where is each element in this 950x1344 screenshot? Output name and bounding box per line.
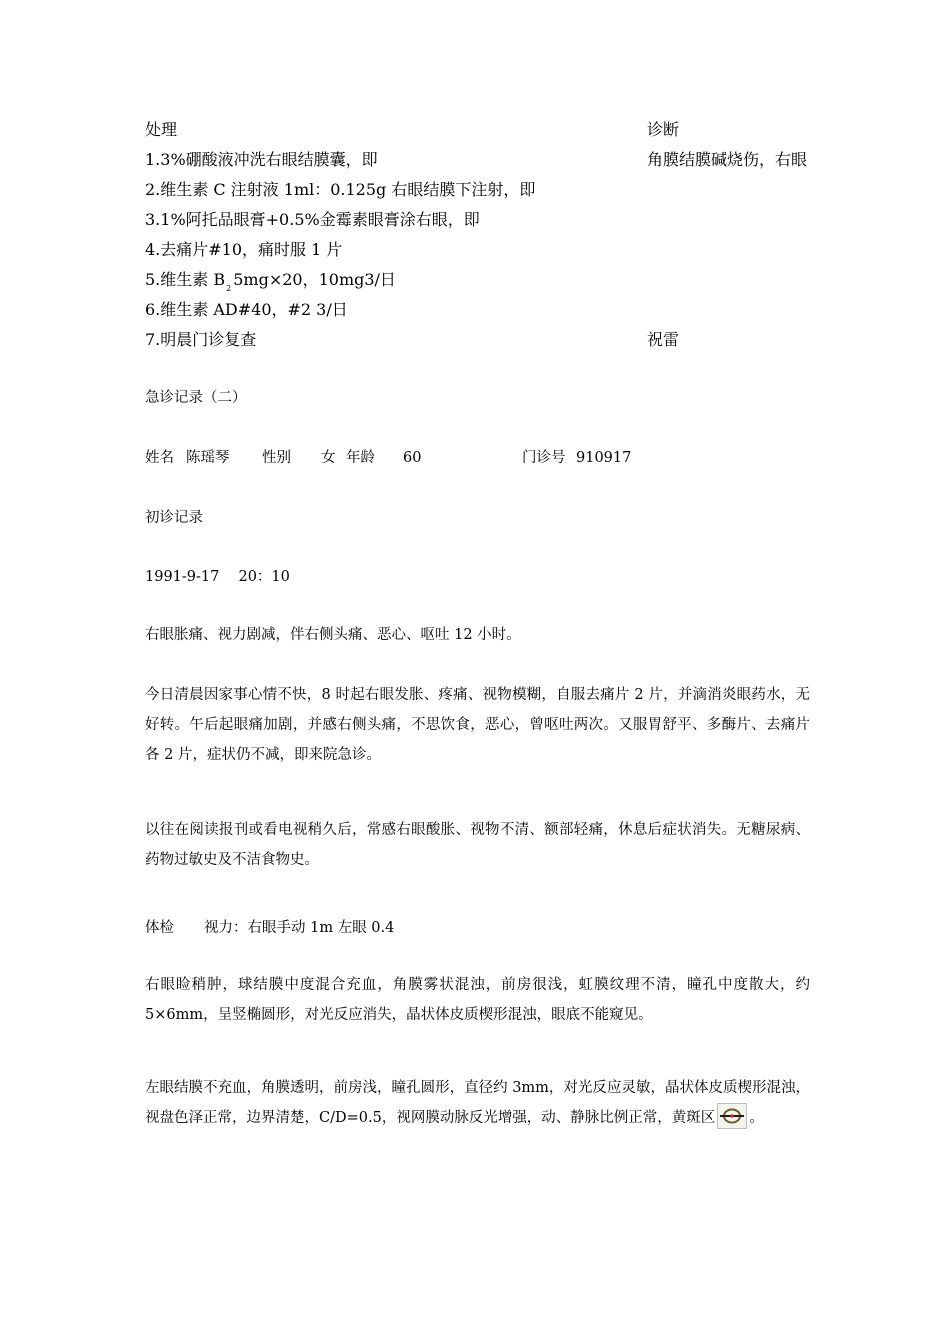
- exam-label: 体检: [145, 920, 174, 936]
- visit-datetime: 1991-9-17 20：10: [145, 569, 290, 585]
- patient-sex: 女: [321, 450, 336, 466]
- doctor-name: 祝雷: [647, 330, 680, 349]
- subscript: 2: [226, 284, 232, 293]
- patient-name: 陈瑶琴: [186, 450, 230, 466]
- treatment-item-5-main: 5.维生素 B: [145, 270, 226, 289]
- treatment-item-5-rest: 5mg×20，10mg3/日: [233, 270, 396, 289]
- exam-left-eye-text: 左眼结膜不充血，角膜透明，前房浅，瞳孔圆形，直径约 3mm，对光反应灵敏，晶状体皮质楔形混浊，视盘色泽正常，边界清楚，C/D=0.5，视网膜动脉反光增强，动、静脉比例正常，黄斑区: [145, 1080, 810, 1126]
- patient-age-label: 年龄: [346, 450, 375, 466]
- fundus-image-icon: [717, 1103, 747, 1129]
- diagnosis-text: 角膜结膜碱烧伤，右眼: [647, 150, 808, 169]
- patient-age: 60: [403, 450, 422, 466]
- treatment-item-7: 7.明晨门诊复查: [145, 330, 257, 349]
- record-title: 急诊记录（二）: [145, 390, 247, 406]
- history-present-illness: 今日清晨因家事心情不快，8 时起右眼发胀、疼痛、视物模糊，自服去痛片 2 片，并滴消炎眼药水，无好转。午后起眼痛加剧，并感右侧头痛，不思饮食，恶心，曾呕吐两次。又服胃舒平、多酶片、去痛片各 2 片，症状仍不减，即来院急诊。: [145, 687, 810, 763]
- chief-complaint: 右眼胀痛、视力剧减，伴右侧头痛、恶心、呕吐 12 小时。: [145, 627, 521, 643]
- patient-name-label: 姓名: [145, 450, 174, 466]
- exam-left-eye-end: 。: [749, 1110, 764, 1126]
- diagnosis-heading: 诊断: [647, 120, 680, 139]
- treatment-item-4: 4.去痛片#10，痛时服 1 片: [145, 240, 343, 259]
- treatment-heading: 处理: [145, 120, 178, 139]
- first-visit-label: 初诊记录: [145, 510, 203, 526]
- treatment-item-5: [145, 270, 396, 299]
- exam-left-eye: [145, 1073, 810, 1133]
- treatment-item-3: 3.1%阿托品眼膏+0.5%金霉素眼膏涂右眼，即: [145, 210, 480, 229]
- treatment-item-2: 2.维生素 C 注射液 1ml：0.125g 右眼结膜下注射，即: [145, 180, 536, 199]
- treatment-item-6: 6.维生素 AD#40，#2 3/日: [145, 300, 348, 319]
- treatment-item-1: 1.3%硼酸液冲洗右眼结膜囊，即: [145, 150, 378, 169]
- patient-sex-label: 性别: [262, 450, 291, 466]
- exam-right-eye: 右眼睑稍肿，球结膜中度混合充血，角膜雾状混浊，前房很浅，虹膜纹理不清，瞳孔中度散大，约 5×6mm，呈竖椭圆形，对光反应消失，晶状体皮质楔形混浊，眼底不能窥见。: [145, 977, 810, 1023]
- patient-id: 910917: [576, 450, 632, 466]
- exam-vision: 视力：右眼手动 1m 左眼 0.4: [204, 920, 395, 936]
- patient-id-label: 门诊号: [522, 450, 566, 466]
- past-history: 以往在阅读报刊或看电视稍久后，常感右眼酸胀、视物不清、额部轻痛，休息后症状消失。无糖尿病、药物过敏史及不洁食物史。: [145, 822, 810, 868]
